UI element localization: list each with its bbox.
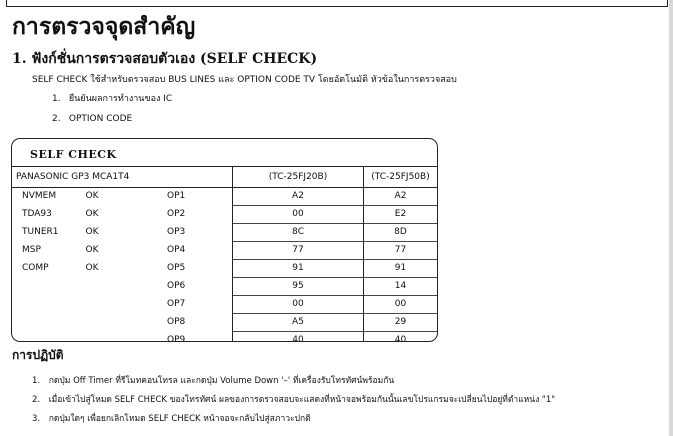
table-row <box>12 278 437 296</box>
table-body <box>12 188 437 343</box>
row-value-model-2: 00 <box>364 296 438 314</box>
header-model-1: (TC-25FJ20B) <box>233 167 364 188</box>
row-status: OK <box>85 227 99 237</box>
row-value-model-2: A2 <box>364 188 438 206</box>
table-row <box>12 314 437 332</box>
item-text: ยืนยันผลการทำงานของ IC <box>68 94 173 104</box>
intro-text: SELF CHECK ใช้สำหรับตรวจสอบ BUS LINES และ OPTION CODE TV โดยอัตโนมัติ หัวข้อในการตรวจสอบ <box>32 75 457 85</box>
row-value-model-1: 8C <box>233 224 364 242</box>
procedure-steps <box>32 374 555 431</box>
row-value-model-1: A5 <box>233 314 364 332</box>
header-chassis: PANASONIC GP3 MCA1T4 <box>12 167 233 188</box>
row-name <box>12 296 86 314</box>
row-option: OP6 <box>167 281 186 291</box>
row-option: OP7 <box>167 299 186 309</box>
table-row <box>12 242 437 260</box>
step-number: 1. <box>32 376 41 386</box>
page-edge <box>669 0 673 436</box>
item-text: OPTION CODE <box>68 114 133 124</box>
row-name <box>12 332 86 343</box>
row-value-model-2: 77 <box>364 242 438 260</box>
row-value-model-2: 8D <box>364 224 438 242</box>
row-value-model-1: 77 <box>233 242 364 260</box>
row-status <box>86 278 160 296</box>
list-item <box>52 92 172 112</box>
row-value-model-1: 00 <box>233 206 364 224</box>
row-value-model-2: 91 <box>364 260 438 278</box>
table-row <box>12 188 437 206</box>
row-value-model-1: 00 <box>233 296 364 314</box>
table-row <box>12 206 437 224</box>
row-value-model-2: 14 <box>364 278 438 296</box>
row-option: OP2 <box>167 209 186 219</box>
list-item <box>32 412 555 431</box>
row-status: OK <box>85 263 99 273</box>
row-status: OK <box>85 245 99 255</box>
row-option: OP9 <box>167 334 186 342</box>
list-item <box>32 393 555 412</box>
row-value-model-1: 95 <box>233 278 364 296</box>
row-value-model-2: 29 <box>364 314 438 332</box>
row-value-model-2: 40 <box>364 332 438 343</box>
check-items-list <box>52 92 172 132</box>
row-status: OK <box>85 191 99 202</box>
item-number: 2. <box>52 114 61 124</box>
table-header-row <box>12 167 437 188</box>
row-option: OP1 <box>167 191 186 202</box>
table-row <box>12 332 437 343</box>
option-code-table <box>12 166 437 342</box>
row-value-model-1: A2 <box>233 188 364 206</box>
step-text: เมื่อเข้าไปสู่โหมด SELF CHECK ของโทรทัศน์ ผลของการตรวจสอบจะแสดงที่หน้าจอพร้อมกันนั้นเลขโปรแกรมจะเปลี่ยนไปอยู่ที่ตำแหน่ง "1" <box>48 395 556 405</box>
row-option: OP5 <box>167 263 186 273</box>
row-status: OK <box>85 209 99 219</box>
row-value-model-1: 40 <box>233 332 364 343</box>
table-row <box>12 260 437 278</box>
step-number: 3. <box>32 414 41 424</box>
procedure-heading: การปฏิบัติ <box>12 348 64 362</box>
section-heading <box>12 50 317 68</box>
row-option: OP4 <box>167 245 186 255</box>
table-row <box>12 224 437 242</box>
table-row <box>12 296 437 314</box>
row-name: TUNER1 <box>22 227 59 237</box>
list-item <box>32 374 555 393</box>
row-option: OP3 <box>167 227 186 237</box>
step-number: 2. <box>32 395 41 405</box>
row-status <box>86 314 160 332</box>
row-name: TDA93 <box>22 209 52 219</box>
page-title: การตรวจจุดสำคัญ <box>12 13 196 40</box>
row-option: OP8 <box>167 317 186 327</box>
row-name <box>12 314 86 332</box>
row-status <box>86 332 160 343</box>
row-name <box>12 278 86 296</box>
panel-title: SELF CHECK <box>30 148 117 161</box>
row-name: COMP <box>22 263 49 273</box>
self-check-screen-panel <box>11 138 438 342</box>
step-text: กดปุ่ม Off Timer ที่รีโมทคอนโทรล และกดปุ่ม Volume Down '–' ที่เครื่องรับโทรทัศน์พร้อมกัน <box>48 376 395 386</box>
row-status <box>86 296 160 314</box>
row-name: NVMEM <box>22 191 57 202</box>
row-name: MSP <box>22 245 41 255</box>
list-item <box>52 112 172 132</box>
step-text: กดปุ่มใดๆ เพื่อยกเลิกโหมด SELF CHECK หน้าจอจะกลับไปสู่สภาวะปกติ <box>48 414 311 424</box>
item-number: 1. <box>52 94 61 104</box>
row-value-model-1: 91 <box>233 260 364 278</box>
section-number: 1. <box>12 51 27 67</box>
top-frame-border <box>6 0 668 7</box>
section-title: ฟังก์ชั่นการตรวจสอบตัวเอง (SELF CHECK) <box>31 51 318 67</box>
header-model-2: (TC-25FJ50B) <box>364 167 438 188</box>
row-value-model-2: E2 <box>364 206 438 224</box>
